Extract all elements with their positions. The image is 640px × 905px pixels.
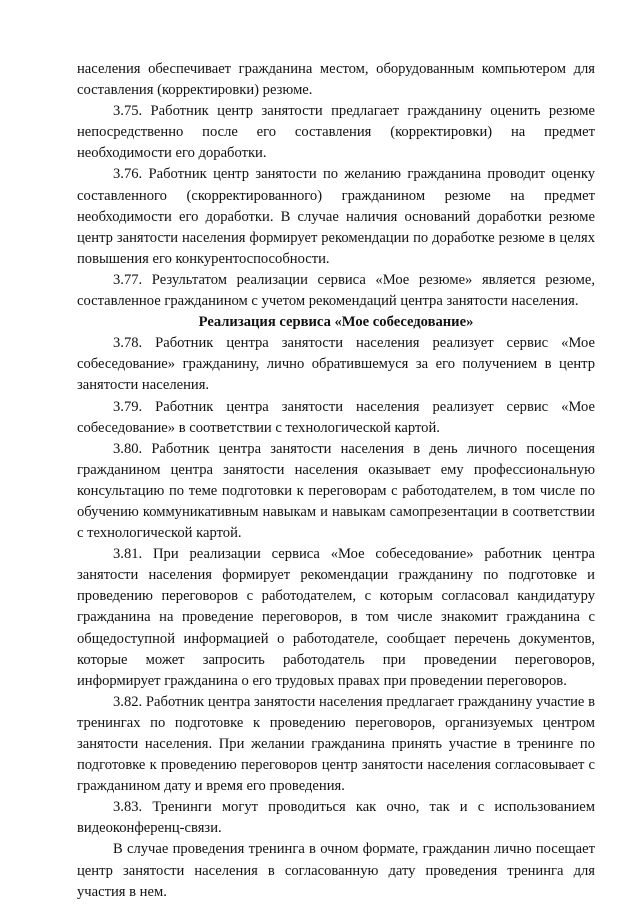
paragraph-3-75: 3.75. Работник центр занятости предлагает гражданину оценить резюме непосредственно после его составления (корректировки) на предмет необходимости его доработки. (77, 103, 595, 162)
paragraph-3-83: 3.83. Тренинги могут проводиться как очно, так и с использованием видеоконференц-связи. (77, 799, 595, 837)
paragraph-3-79: 3.79. Работник центра занятости населения реализует сервис «Мое собеседование» в соответствии с технологической картой. (77, 398, 595, 436)
paragraph-3-78: 3.78. Работник центра занятости населения реализует сервис «Мое собеседование» гражданину, лично обратившемуся за его получением в центр занятости населения. (77, 335, 595, 394)
paragraph-continuation: населения обеспечивает гражданина местом, оборудованным компьютером для составления (корректировки) резюме. (77, 61, 595, 99)
paragraph-3-82: 3.82. Работник центра занятости населения предлагает гражданину участие в тренингах по подготовке к проведению переговоров, организуемых центром занятости населения. При желании гражданина принять участие в тренинге по подготовке к проведению переговоров центр занятости населения согласовывает с гражданином дату и время его проведения. (77, 693, 595, 795)
paragraph-in-person-training: В случае проведения тренинга в очном формате, гражданин лично посещает центр занятости населения в согласованную дату проведения тренинга для участия в нем. (77, 841, 595, 900)
paragraph-3-81: 3.81. При реализации сервиса «Мое собеседование» работник центра занятости населения формирует рекомендации гражданину по подготовке и проведению переговоров с работодателем, с которым согласовал кандидатуру гражданина на проведение переговоров, в том числе знакомит гражданина с общедоступной информацией о работодателе, сообщает перечень документов, которые может запросить работодатель при проведении переговоров, информирует гражданина о его трудовых правах при проведении переговоров. (77, 546, 595, 689)
document-page (77, 59, 595, 903)
paragraph-3-76: 3.76. Работник центр занятости по желанию гражданина проводит оценку составленного (скорректированного) гражданином резюме на предмет необходимости его доработки. В случае наличия оснований доработки резюме центр занятости населения формирует рекомендации по доработке резюме в целях повышения его конкурентоспособности. (77, 166, 595, 267)
section-heading: Реализация сервиса «Мое собеседование» (198, 314, 474, 331)
paragraph-3-80: 3.80. Работник центра занятости населения в день личного посещения гражданином центра занятости населения оказывает ему профессиональную консультацию по теме подготовки к переговорам с работодателем, в том числе по обучению коммуникативным навыкам и навыкам самопрезентации в соответствии с технологической картой. (77, 440, 595, 542)
paragraph-3-77: 3.77. Результатом реализации сервиса «Мое резюме» является резюме, составленное гражданином с учетом рекомендаций центра занятости населения. (77, 271, 595, 310)
